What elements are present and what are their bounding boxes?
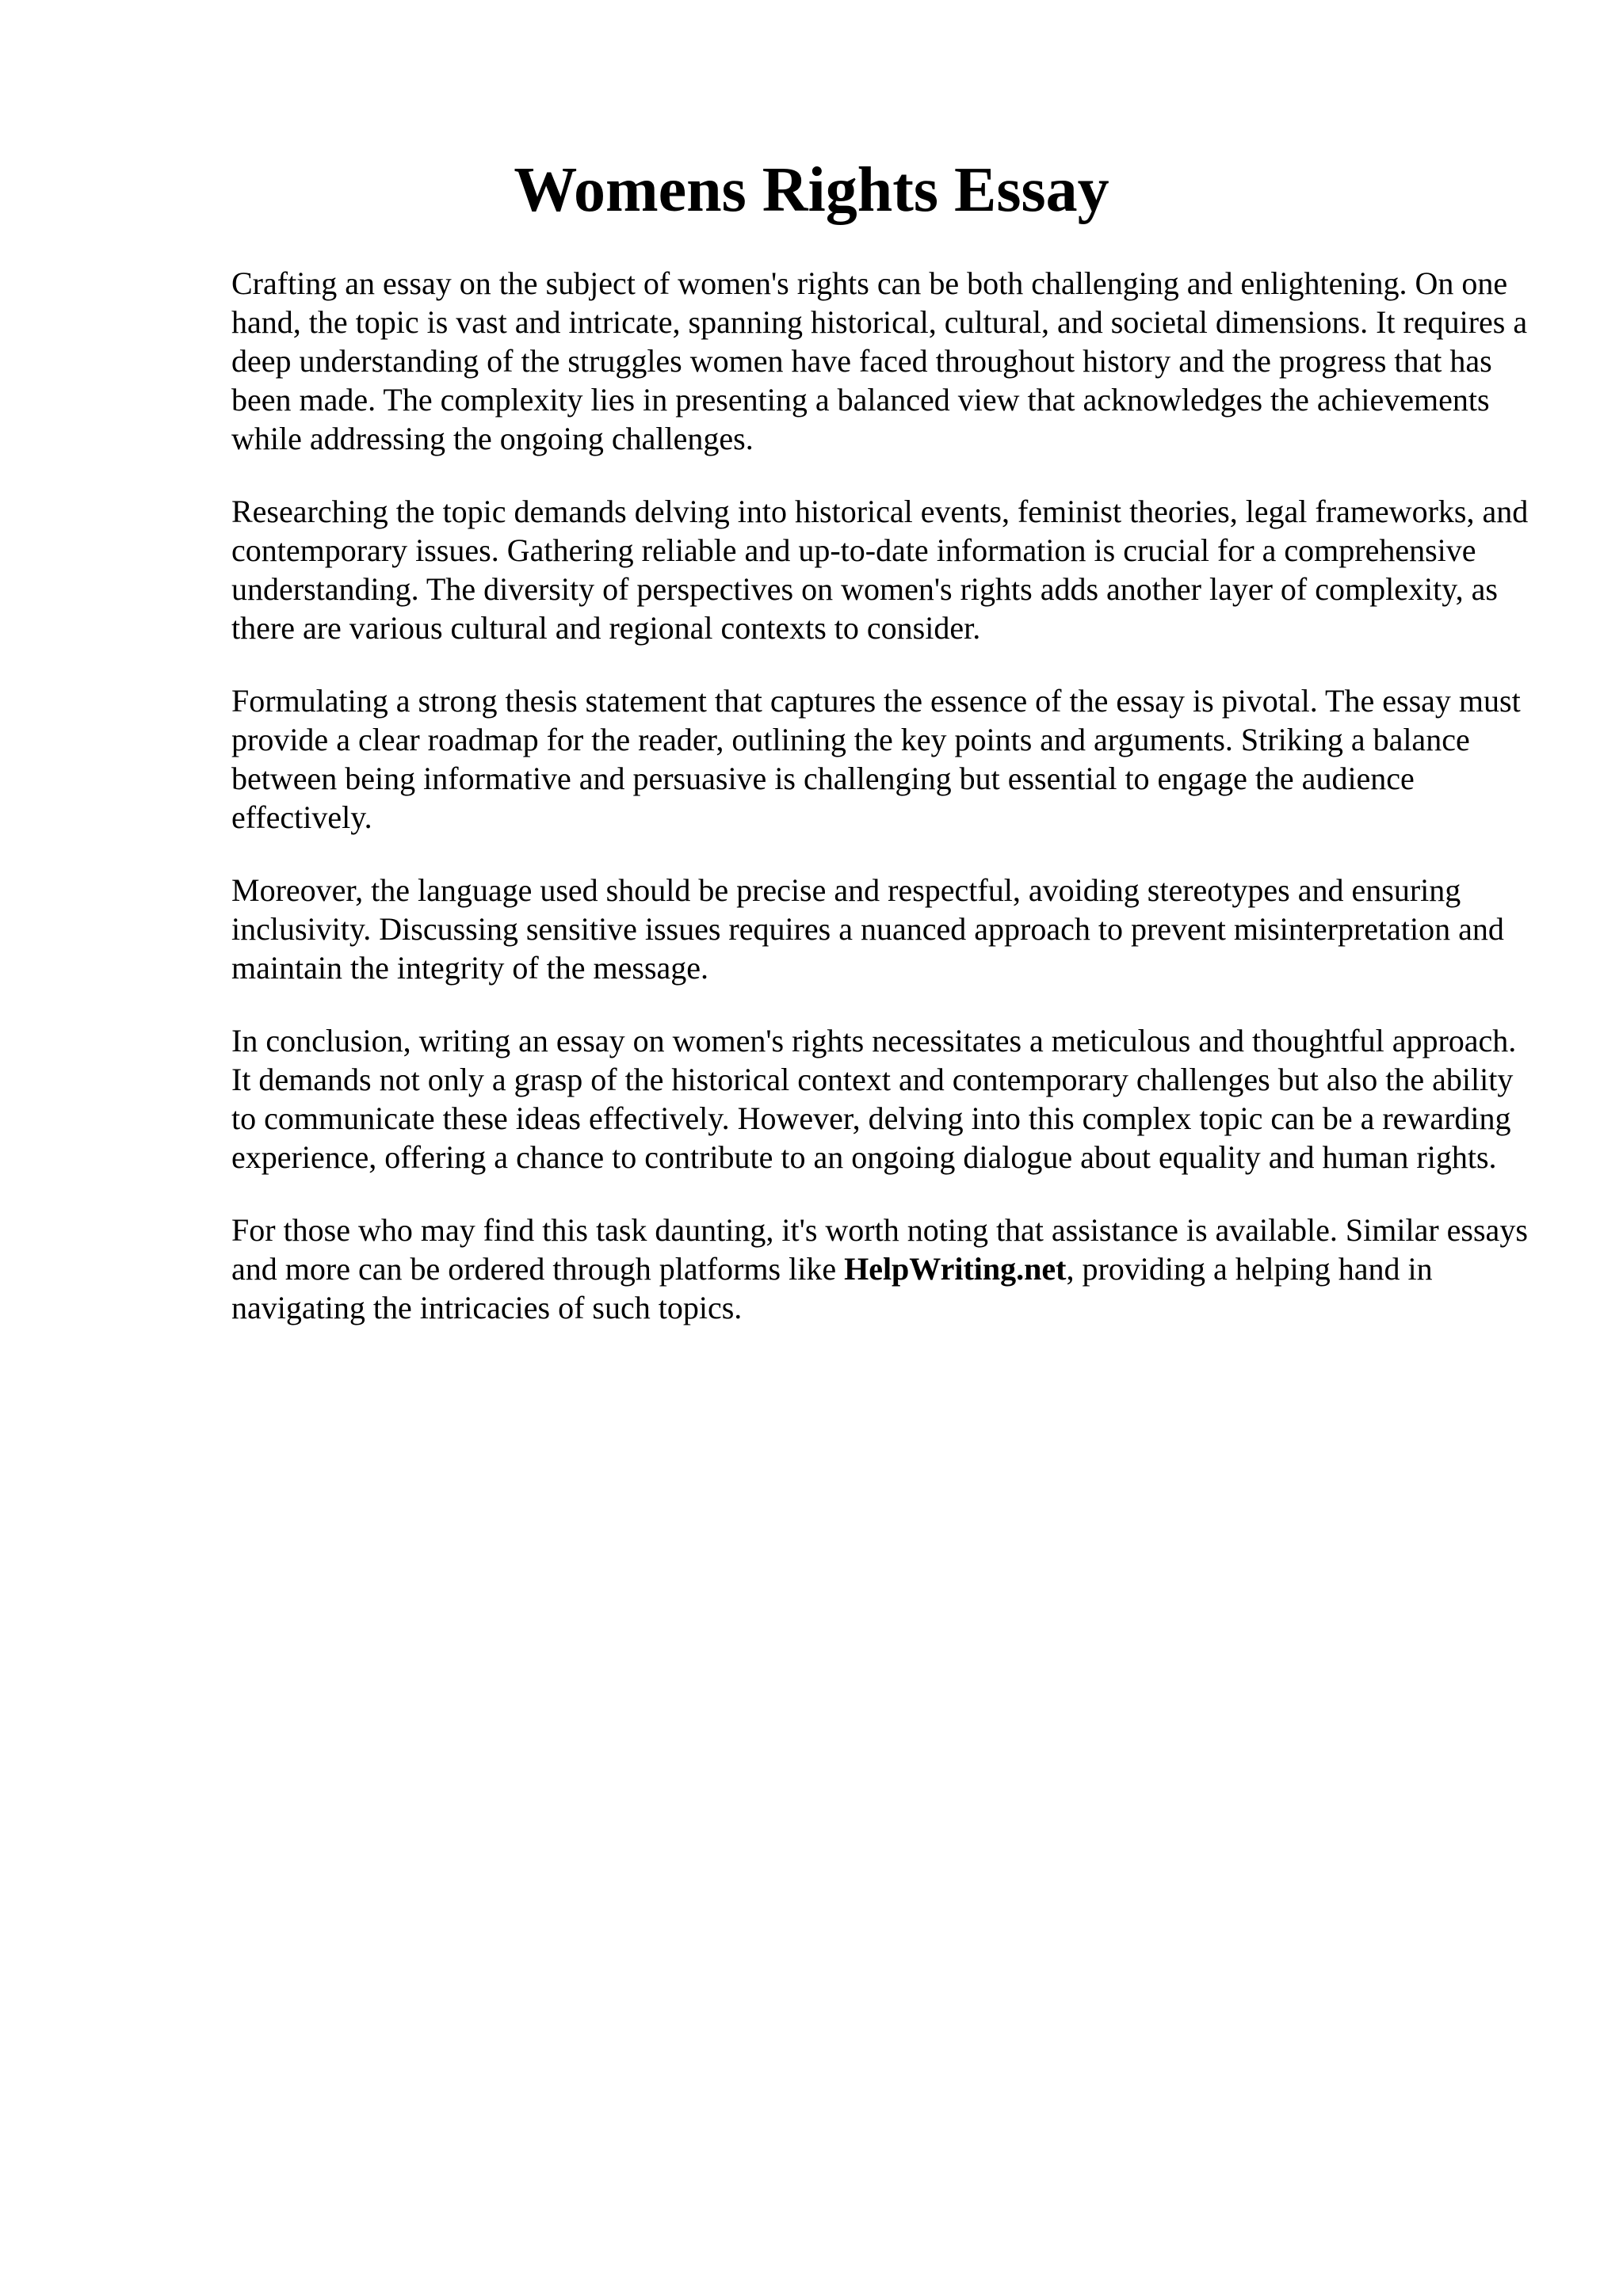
paragraph-2: Researching the topic demands delving into historical events, feminist theories, legal frameworks, and contemporary issues. Gathering reliable and up-to-date information is crucial for a comprehensive understanding. The diversity of perspectives on women's rights adds another layer of complexity, as there are various cultural and regional contexts to consider. — [231, 494, 1529, 646]
closing-paragraph — [231, 1211, 1531, 1327]
helpwriting-link[interactable]: HelpWriting.net — [844, 1251, 1067, 1287]
document-title: Womens Rights Essay — [514, 155, 1109, 225]
document-body — [231, 264, 1531, 1361]
paragraph-5: In conclusion, writing an essay on women's rights necessitates a meticulous and thoughtful approach. It demands not only a grasp of the historical context and contemporary challenges but also the ability to communicate these ideas effectively. However, delving into this complex topic can be a rewarding experience, offering a chance to contribute to an ongoing dialogue about equality and human rights. — [231, 1023, 1517, 1175]
paragraph-4: Moreover, the language used should be precise and respectful, avoiding stereotypes and ensuring inclusivity. Discussing sensitive issues requires a nuanced approach to prevent misinterpretation and maintain the integrity of the message. — [231, 872, 1504, 986]
paragraph-3: Formulating a strong thesis statement that captures the essence of the essay is pivotal. The essay must provide a clear roadmap for the reader, outlining the key points and arguments. Striking a balance between being informative and persuasive is challenging but essential to engage the audience effectively. — [231, 683, 1521, 835]
closing-text-before: For those who may find this task daunting, it's worth noting that assistance is available. Similar essays and more can be ordered through platforms like — [231, 1212, 1528, 1287]
closing-text-after: , providing a helping hand in navigating the intricacies of such topics. — [231, 1251, 1433, 1325]
paragraph-1: Crafting an essay on the subject of women's rights can be both challenging and enlightening. On one hand, the topic is vast and intricate, spanning historical, cultural, and societal dimensions. It requires a deep understanding of the struggles women have faced throughout history and the progress that has been made. The complexity lies in presenting a balanced view that acknowledges the achievements while addressing the ongoing challenges. — [231, 265, 1528, 456]
